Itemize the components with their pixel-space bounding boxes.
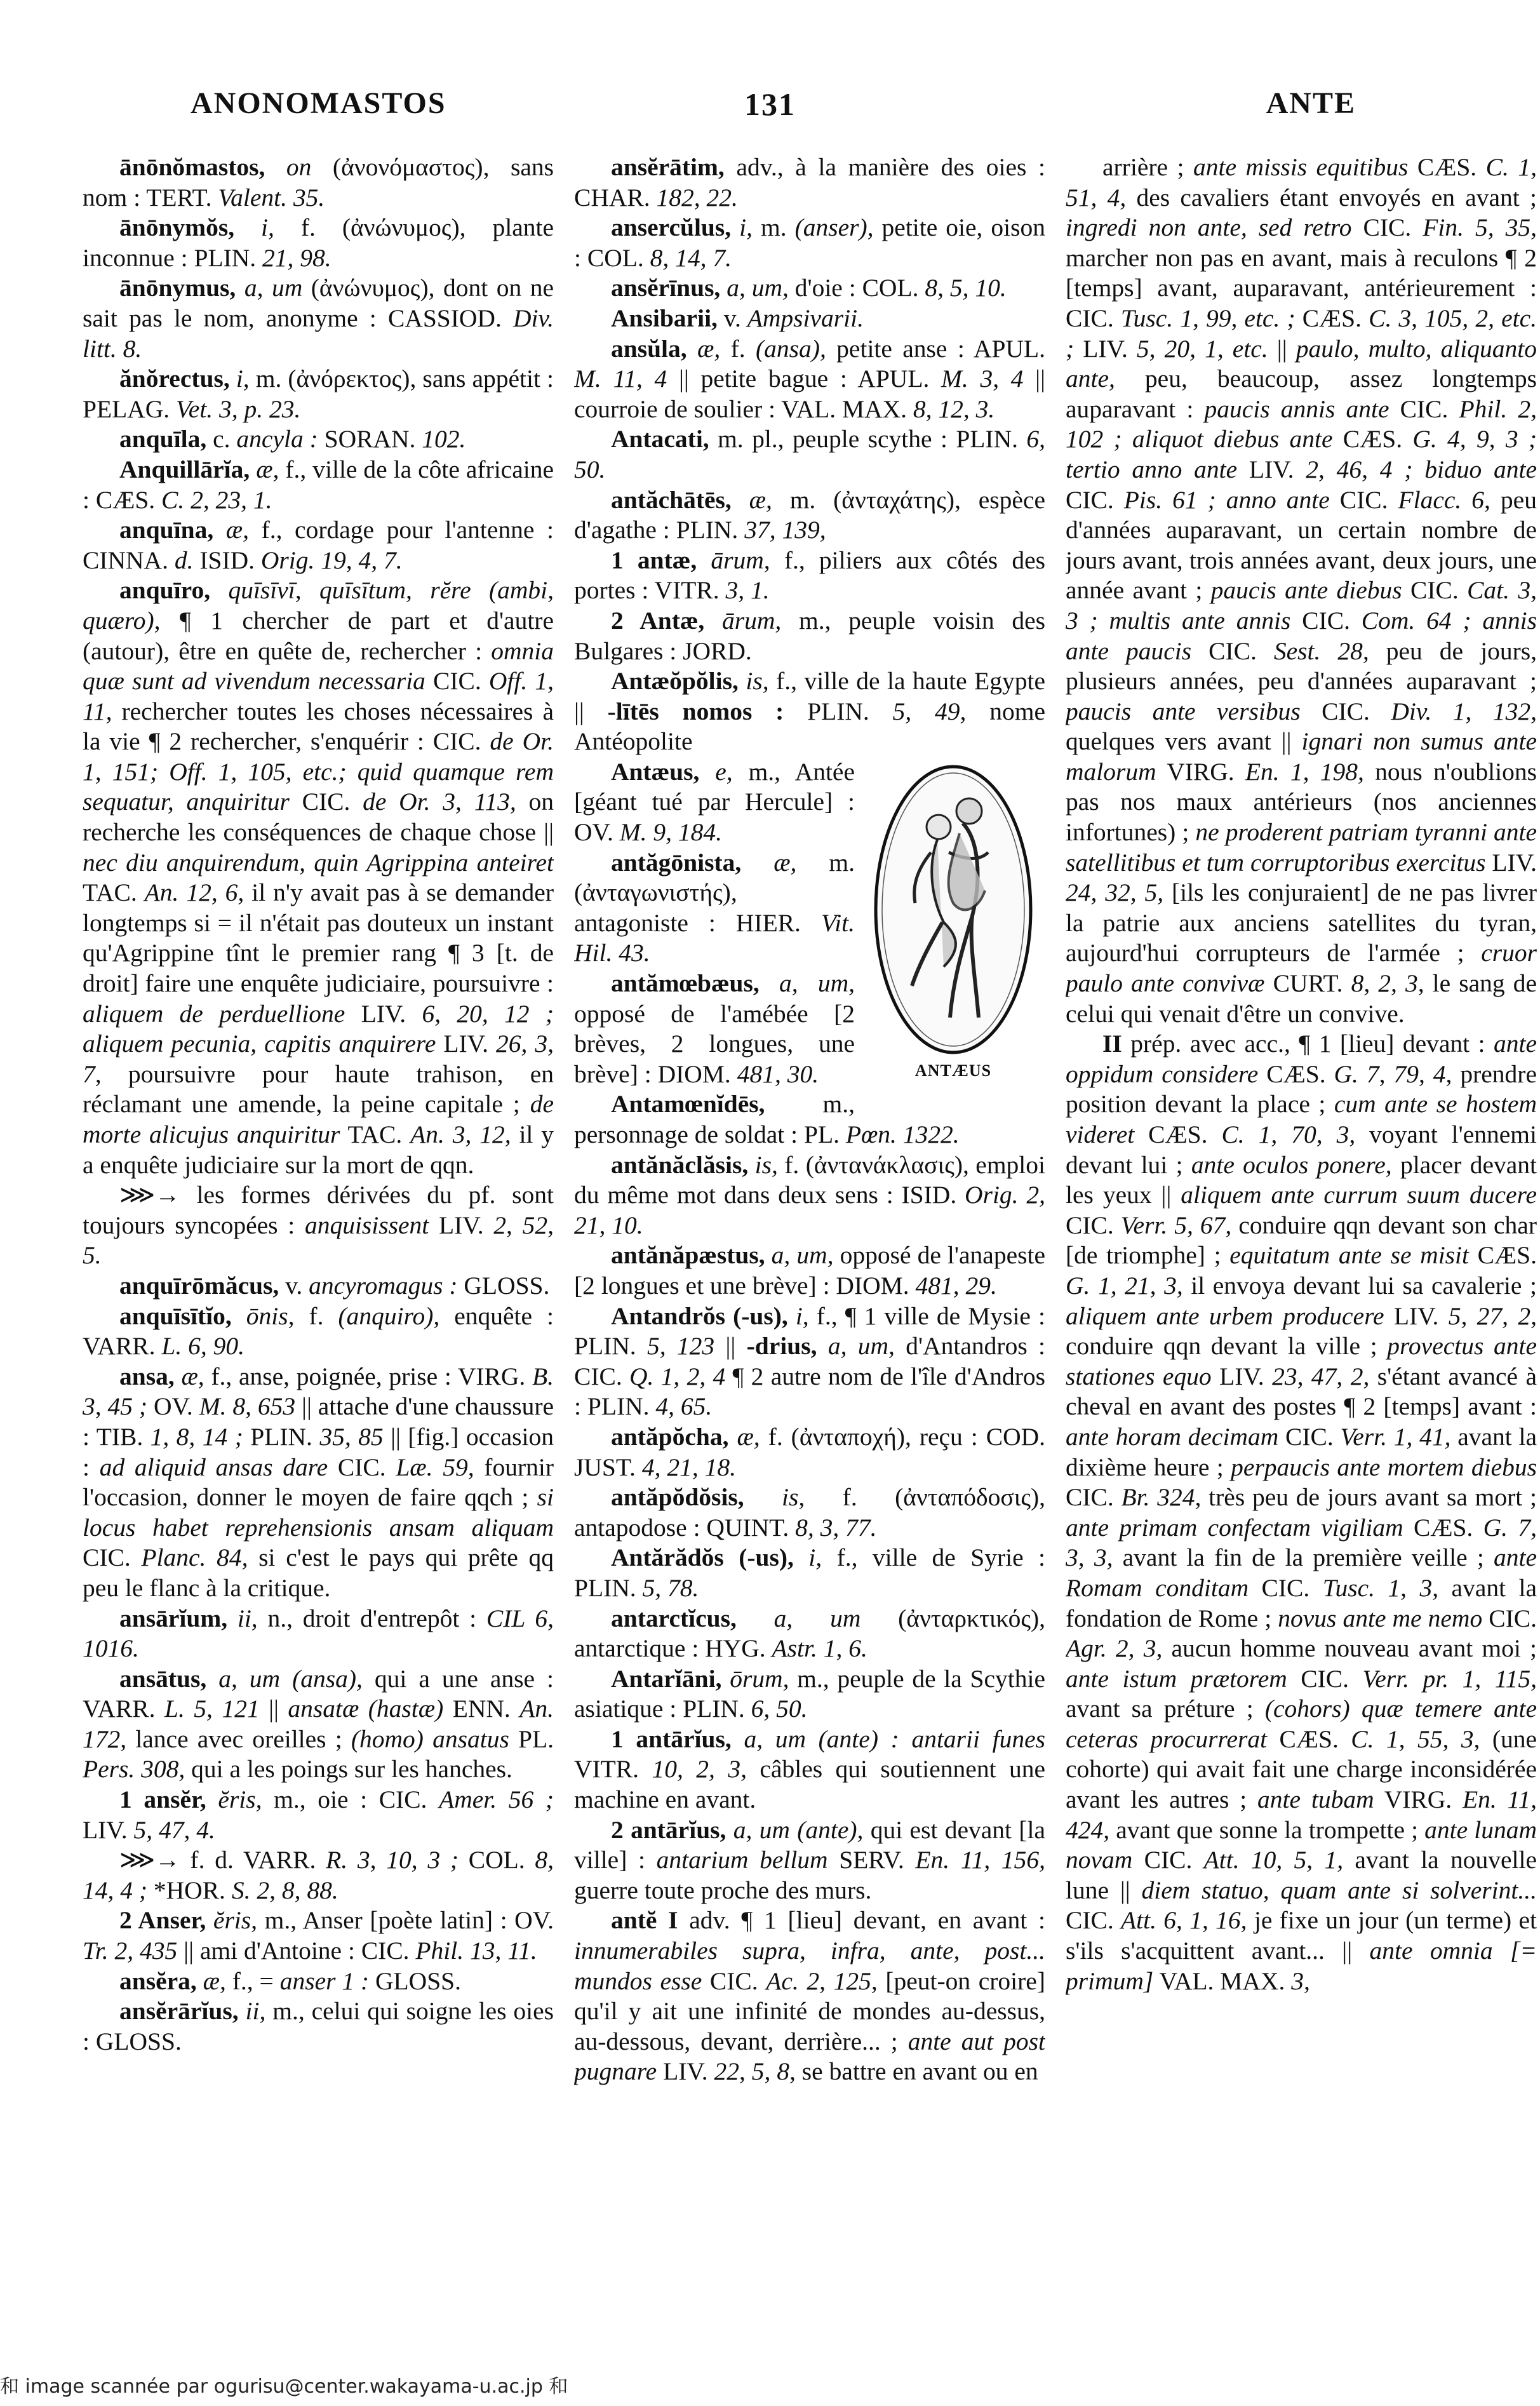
antaeus-illustration <box>861 757 1045 1087</box>
dictionary-entry: ansercŭlus, i, m. (anser), petite oie, oison : COL. 8, 14, 7. <box>574 213 1045 272</box>
dictionary-entry: Antărădŏs (-us), i, f., ville de Syrie : PLIN. 5, 78. <box>574 1543 1045 1602</box>
dictionary-entry: 1 antæ, ārum, f., piliers aux côtés des portes : VITR. 3, 1. <box>574 546 1045 605</box>
dictionary-entry: ansa, æ, f., anse, poignée, prise : VIRG. B. 3, 45 ; OV. M. 8, 653 || attache d'une chaussure : TIB. 1, 8, 14 ; PLIN. 35, 85 || [fig.] occasion : ad aliquid ansas dare CIC. Læ. 59, fournir l'occasion, donner le moyen de faire qqch ; si locus habet reprehensionis ansam aliquam CIC. Planc. 84, si c'est le pays qui prête qq peu le flanc à la critique. <box>83 1362 554 1602</box>
running-header <box>171 86 1369 143</box>
dictionary-entry: Antandrŏs (-us), i, f., ¶ 1 ville de Mysie : PLIN. 5, 123 || -drius, a, um, d'Antandros : CIC. Q. 1, 2, 4 ¶ 2 autre nom de l'île d'Andros : PLIN. 4, 65. <box>574 1301 1045 1421</box>
dictionary-entry: ansārĭum, ii, n., droit d'entrepôt : CIL 6, 1016. <box>83 1604 554 1663</box>
dictionary-entry: 1 ansĕr, ĕris, m., oie : CIC. Amer. 56 ; LIV. 5, 47, 4. <box>83 1785 554 1844</box>
dictionary-entry: 1 antārĭus, a, um (ante) : antarii funes VITR. 10, 2, 3, câbles qui soutiennent une machine en avant. <box>574 1724 1045 1814</box>
dictionary-entry: antămœbæus, a, um, opposé de l'amébée [2 brèves, 2 longues, une brève] : DIOM. 481, 30. <box>574 969 855 1088</box>
dictionary-entry: ⋙→ les formes dérivées du pf. sont toujours syncopées : anquisissent LIV. 2, 52, 5. <box>83 1181 554 1270</box>
page-number: 131 <box>744 86 796 122</box>
dictionary-entry: Antamœnĭdēs, m., personnage de soldat : PL. Pœn. 1322. <box>574 1090 960 1148</box>
dictionary-entry: ansĕrīnus, a, um, d'oie : COL. 8, 5, 10. <box>611 274 1007 302</box>
dictionary-entry: ⋙→ f. d. VARR. R. 3, 10, 3 ; COL. 8, 14, 4 ; *HOR. S. 2, 8, 88. <box>83 1846 554 1904</box>
dictionary-entry: anquīrōmăcus, v. ancyromagus : GLOSS. <box>119 1271 550 1300</box>
dictionary-entry: ānōnŏmastos, on (ἀνονόμαστος), sans nom : TERT. Valent. 35. <box>83 153 554 212</box>
header-left-word: ANONOMASTOS <box>191 86 446 120</box>
dictionary-entry: ănŏrectus, i, m. (ἀνόρεκτος), sans appétit : PELAG. Vet. 3, p. 23. <box>83 365 554 423</box>
dictionary-entry: anquīna, æ, f., cordage pour l'antenne : CINNA. d. ISID. Orig. 19, 4, 7. <box>83 516 554 574</box>
dictionary-entry: anquīla, c. ancyla : SORAN. 102. <box>119 425 466 454</box>
dictionary-entry: antănăpæstus, a, um, opposé de l'anapeste [2 longues et une brève] : DIOM. 481, 29. <box>574 1241 1045 1300</box>
dictionary-entry: antarctĭcus, a, um (ἀνταρκτικός), antarctique : HYG. Astr. 1, 6. <box>574 1604 1045 1663</box>
dictionary-entry: ansĕrātim, adv., à la manière des oies : CHAR. 182, 22. <box>574 153 1045 212</box>
dictionary-entry: II prép. avec acc., ¶ 1 [lieu] devant : ante oppidum considere CÆS. G. 7, 79, 4, prendre position devant la place ; cum ante se hostem videret CÆS. C. 1, 70, 3, voyant l'ennemi devant lui ; ante oculos ponere, placer devant les yeux || aliquem ante currum suum ducere CIC. Verr. 5, 67, conduire qqn devant son char [de triomphe] ; equitatum ante se misit CÆS. G. 1, 21, 3, il envoya devant lui sa cavalerie ; aliquem ante urbem producere LIV. 5, 27, 2, conduire qqn devant la ville ; provectus ante stationes equo LIV. 23, 47, 2, s'étant avancé à cheval en avant des postes ¶ 2 [temps] avant : ante horam decimam CIC. Verr. 1, 41, avant la dixième heure ; perpaucis ante mortem diebus CIC. Br. 324, très peu de jours avant sa mort ; ante primam confectam vigiliam CÆS. G. 7, 3, 3, avant la fin de la première veille ; ante Romam conditam CIC. Tusc. 1, 3, avant la fondation de Rome ; novus ante me nemo CIC. Agr. 2, 3, aucun homme nouveau avant moi ; ante istum prætorem CIC. Verr. pr. 1, 115, avant sa préture ; (cohors) quæ temere ante ceteras procurrerat CÆS. C. 1, 55, 3, (une cohorte) qui avait fait une charge inconsidérée avant les autres ; ante tubam VIRG. En. 11, 424, avant que sonne la trompette ; ante lunam novam CIC. Att. 10, 5, 1, avant la nouvelle lune || diem statuo, quam ante si solverint... CIC. Att. 6, 1, 16, je fixe un jour (un terme) et s'ils s'acquittent avant... || ante omnia [= primum] VAL. MAX. 3, <box>1066 1030 1537 1995</box>
dictionary-entry: ānōnymŏs, i, f. (ἀνώνυμος), plante inconnue : PLIN. 21, 98. <box>83 213 554 272</box>
antaeus-engraving-icon <box>867 757 1039 1062</box>
dictionary-entry: antăgōnista, æ, m. (ἀνταγωνιστής), antagoniste : HIER. Vit. Hil. 43. <box>574 848 855 967</box>
dictionary-entry: anquīro, quīsīvī, quīsītum, rĕre (ambi, quæro), ¶ 1 chercher de part et d'autre (autour), être en quête de, rechercher : omnia quæ sunt ad vivendum necessaria CIC. Off. 1, 11, rechercher toutes les choses nécessaires à la vie ¶ 2 rechercher, s'enquérir : CIC. de Or. 1, 151; Off. 1, 105, etc.; quid quamque rem sequatur, anquiritur CIC. de Or. 3, 113, on recherche les conséquences de chaque chose || nec diu anquirendum, quin Agrippina anteiret TAC. An. 12, 6, il n'y avait pas à se demander longtemps si = il n'était pas douteux un instant qu'Agrippine tînt le premier rang ¶ 3 [t. de droit] faire une enquête judiciaire, poursuivre : aliquem de perduellione LIV. 6, 20, 12 ; aliquem pecunia, capitis anquirere LIV. 26, 3, 7, poursuivre pour haute trahison, en réclamant une amende, la peine capitale ; de morte alicujus anquiritur TAC. An. 3, 12, il y a enquête judiciaire sur la mort de qqn. <box>83 576 554 1179</box>
column-1 <box>83 152 554 2363</box>
dictionary-entry: 2 antārĭus, a, um (ante), qui est devant [la ville] : antarium bellum SERV. En. 11, 156, guerre toute proche des murs. <box>574 1815 1045 1904</box>
dictionary-entry: Antacati, m. pl., peuple scythe : PLIN. 6, 50. <box>574 425 1045 483</box>
dictionary-entry: 2 Anser, ĕris, m., Anser [poète latin] : OV. Tr. 2, 435 || ami d'Antoine : CIC. Phil. 13, 11. <box>83 1906 554 1965</box>
figure-caption: ANTÆUS <box>914 1061 992 1080</box>
dictionary-entry: ansĕra, æ, f., = anser 1 : GLOSS. <box>119 1966 462 1995</box>
dictionary-entry: Antæŏpŏlis, is, f., ville de la haute Egypte || -lītēs nomos : PLIN. 5, 49, nome Antéopolite <box>574 667 1045 756</box>
dictionary-entry: Antæus, e, m., Antée [géant tué par Hercule] : OV. M. 9, 184. <box>574 757 855 847</box>
dictionary-entry: antăpŏcha, æ, f. (ἀνταποχή), reçu : COD. JUST. 4, 21, 18. <box>574 1422 1045 1481</box>
dictionary-entry: 2 Antæ, ārum, m., peuple voisin des Bulgares : JORD. <box>574 606 1045 665</box>
dictionary-entry: ansātus, a, um (ansa), qui a une anse : VARR. L. 5, 121 || ansatæ (hastæ) ENN. An. 172, lance avec oreilles ; (homo) ansatus PL. Pers. 308, qui a les poings sur les hanches. <box>83 1664 554 1784</box>
dictionary-entry: antăpŏdŏsis, is, f. (ἀνταπόδοσις), antapodose : QUINT. 8, 3, 77. <box>574 1483 1045 1542</box>
dictionary-entry: ānōnymus, a, um (ἀνώνυμος), dont on ne sait pas le nom, anonyme : CASSIOD. Div. litt. 8. <box>83 274 554 363</box>
dictionary-entry: Anquillārĭa, æ, f., ville de la côte africaine : CÆS. C. 2, 23, 1. <box>83 455 554 514</box>
column-3 <box>1066 152 1537 2363</box>
column-2 <box>574 152 1045 2363</box>
dictionary-entry: antăchātēs, æ, m. (ἀνταχάτης), espèce d'agathe : PLIN. 37, 139, <box>574 485 1045 544</box>
dictionary-entry: ansŭla, æ, f. (ansa), petite anse : APUL. M. 11, 4 || petite bague : APUL. M. 3, 4 || courroie de soulier : VAL. MAX. 8, 12, 3. <box>574 334 1045 423</box>
dictionary-columns <box>83 152 1537 2363</box>
scan-credit: 和 image scannée par ogurisu@center.wakayama-u.ac.jp 和 <box>0 2376 568 2398</box>
dictionary-entry: antĕ I adv. ¶ 1 [lieu] devant, en avant : innumerabiles supra, infra, ante, post... mundos esse CIC. Ac. 2, 125, [peut-on croire] qu'il y ait une infinité de mondes au-dessus, au-dessous, devant, derrière... ; ante aut post pugnare LIV. 22, 5, 8, se battre en avant ou en <box>574 1906 1045 2086</box>
dictionary-entry: arrière ; ante missis equitibus CÆS. C. 1, 51, 4, des cavaliers étant envoyés en avant ; ingredi non ante, sed retro CIC. Fin. 5, 35, marcher non pas en avant, mais à reculons ¶ 2 [temps] avant, auparavant, antérieurement : CIC. Tusc. 1, 99, etc. ; CÆS. C. 3, 105, 2, etc. ; LIV. 5, 20, 1, etc. || paulo, multo, aliquanto ante, peu, beaucoup, assez longtemps auparavant : paucis annis ante CIC. Phil. 2, 102 ; aliquot diebus ante CÆS. G. 4, 9, 3 ; tertio anno ante LIV. 2, 46, 4 ; biduo ante CIC. Pis. 61 ; anno ante CIC. Flacc. 6, peu d'années auparavant, un certain nombre de jours avant, trois années avant, deux jours, une année avant ; paucis ante diebus CIC. Cat. 3, 3 ; multis ante annis CIC. Com. 64 ; annis ante paucis CIC. Sest. 28, peu de jours, plusieurs années, peu d'années auparavant ; paucis ante versibus CIC. Div. 1, 132, quelques vers avant || ignari non sumus ante malorum VIRG. En. 1, 198, nous n'oublions pas nos maux antérieurs (nos anciennes infortunes) ; ne proderent patriam tyranni ante satellitibus et tum corruptoribus exercitus LIV. 24, 32, 5, [ils les conjuraient] de ne pas livrer la patrie aux anciens satellites du tyran, aujourd'hui corrupteurs de l'armée ; cruor paulo ante convivæ CURT. 8, 2, 3, le sang de celui qui venait d'être un convive. <box>1066 153 1537 1028</box>
dictionary-entry: Antarĭāni, ōrum, m., peuple de la Scythie asiatique : PLIN. 6, 50. <box>574 1664 1045 1723</box>
dictionary-entry: anquīsītĭo, ōnis, f. (anquiro), enquête : VARR. L. 6, 90. <box>83 1301 554 1361</box>
header-right-word: ANTE <box>1266 86 1356 120</box>
dictionary-entry: Ansibarii, v. Ampsivarii. <box>611 304 864 332</box>
dictionary-entry: ansĕrārĭus, ii, m., celui qui soigne les oies : GLOSS. <box>83 1997 554 2055</box>
dictionary-entry: antănăclăsis, is, f. (ἀντανάκλασις), emploi du même mot dans deux sens : ISID. Orig. 2, 21, 10. <box>574 1150 1045 1239</box>
